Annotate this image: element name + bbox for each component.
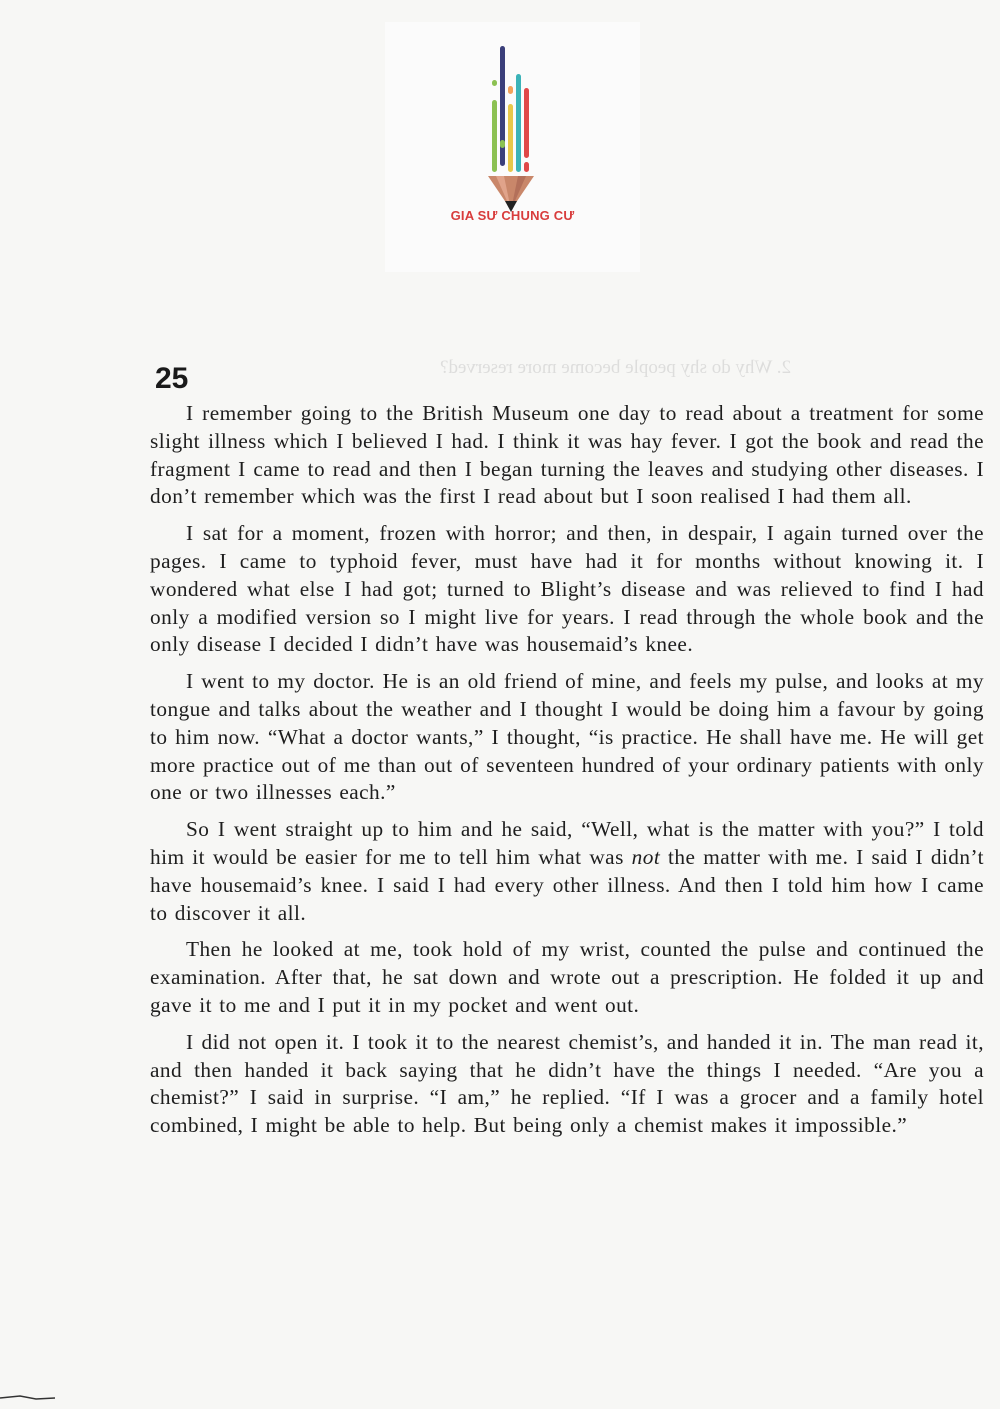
paragraph-6: I did not open it. I took it to the nearest chemist’s, and handed it in. The man read it, and then handed it back saying that he didn’t have the things I needed. “Are you a chemist?” I said in surprise. “I am,” he replied. “If I was a grocer and a family hotel combined, I might be able to help. But being only a chemist makes it impossible.” — [150, 1029, 984, 1138]
logo-text: GIA SƯ CHUNG CƯ — [450, 208, 575, 223]
paragraph-2: I sat for a moment, frozen with horror; and then, in despair, I again turned over the pages. I came to typhoid fever, must have had it for months without knowing it. I wondered what else I had got; turned to Blight’s disease and was relieved to find I had only a modified version so I might live for years. I read through the whole book and the only disease I decided I didn’t have was housemaid’s knee. — [150, 521, 984, 657]
article-body — [150, 400, 984, 1149]
paragraph-4-part-2: the matter with me. I said I didn’t have housemaid’s knee. I said I had every other illness. And then I told him how I came to discover it all. — [150, 844, 985, 925]
chapter-number: 25 — [155, 362, 189, 395]
pencil-logo-icon — [480, 42, 550, 222]
paragraph-5: Then he looked at me, took hold of my wrist, counted the pulse and continued the examination. After that, he sat down and wrote out a prescription. He folded it up and gave it to me and I put it in my pocket and went out. — [150, 937, 984, 1017]
paragraph-4-part-1: So I went straight up to him and he said, “Well, what is the matter with you?” I told him it would be easier for me to tell him what was — [150, 817, 984, 869]
logo — [385, 22, 640, 272]
bleed-through-text: 2. Why do shy people become more reserved? — [440, 357, 792, 378]
paragraph-4 — [150, 816, 984, 927]
scan-edge-mark — [0, 1390, 55, 1402]
paragraph-4-emphasis: not — [631, 844, 661, 869]
paragraph-3: I went to my doctor. He is an old friend of mine, and feels my pulse, and looks at my tongue and talks about the weather and I thought I would be doing him a favour by going to him now. “What a doctor wants,” I thought, “is practice. He shall have me. He will get more practice out of me than out of seventeen hundred of your ordinary patients with only one or two illnesses each.” — [150, 669, 984, 805]
paragraph-1: I remember going to the British Museum one day to read about a treatment for some slight illness which I believed I had. I think it was hay fever. I got the book and read the fragment I came to read and then I began turning the leaves and studying other diseases. I don’t remember which was the first I read about but I soon realised I had them all. — [150, 401, 984, 509]
